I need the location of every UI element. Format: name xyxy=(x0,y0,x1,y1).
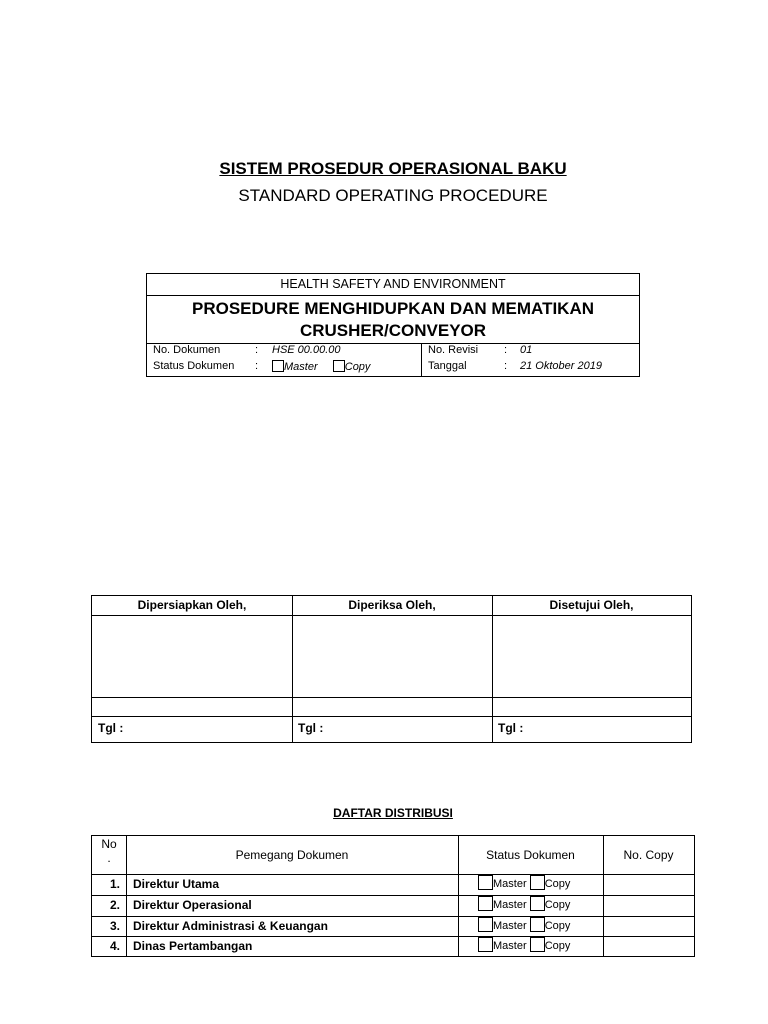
signature-table xyxy=(91,595,692,743)
procedure-title-line2: CRUSHER/CONVEYOR xyxy=(299,321,487,340)
no-revisi-value: 01 xyxy=(520,344,533,356)
master-label: Master xyxy=(493,899,527,911)
meta-divider xyxy=(421,344,422,376)
no-revisi-label: No. Revisi xyxy=(428,344,479,356)
table-row xyxy=(92,936,694,956)
no-header-line2: . xyxy=(107,851,111,865)
master-checkbox[interactable] xyxy=(478,917,493,932)
copy-checkbox[interactable] xyxy=(530,937,545,952)
procedure-title xyxy=(147,295,639,344)
copy-label: Copy xyxy=(544,878,571,890)
status-options xyxy=(272,360,370,373)
prepared-date-label: Tgl : xyxy=(98,721,124,735)
copy-no-column-header: No. Copy xyxy=(623,848,674,862)
holder-name: Direktur Operasional xyxy=(133,898,252,912)
master-checkbox[interactable] xyxy=(478,896,493,911)
table-row xyxy=(92,895,694,915)
sig-row-divider xyxy=(92,716,691,717)
row-status xyxy=(478,895,570,915)
copy-label: Copy xyxy=(544,899,571,911)
row-number: 3. xyxy=(109,919,120,933)
master-label: Master xyxy=(284,361,318,373)
copy-checkbox[interactable] xyxy=(530,875,545,890)
document-subtitle: STANDARD OPERATING PROCEDURE xyxy=(238,186,548,205)
copy-checkbox[interactable] xyxy=(530,896,545,911)
distribution-table xyxy=(91,835,695,957)
status-dokumen-colon: : xyxy=(255,360,259,372)
sig-col-divider xyxy=(292,596,293,742)
master-label: Master xyxy=(493,940,527,952)
row-status xyxy=(478,874,570,894)
tanggal-colon: : xyxy=(504,360,508,372)
row-status xyxy=(478,936,570,956)
holder-column-header: Pemegang Dokumen xyxy=(235,848,349,862)
no-revisi-colon: : xyxy=(504,344,508,356)
tanggal-label: Tanggal xyxy=(428,360,467,372)
master-label: Master xyxy=(493,920,527,932)
copy-checkbox[interactable] xyxy=(530,917,545,932)
no-dokumen-label: No. Dokumen xyxy=(153,344,221,356)
no-column-header xyxy=(92,837,126,865)
holder-name: Direktur Administrasi & Keuangan xyxy=(133,919,328,933)
distribution-title: DAFTAR DISTRIBUSI xyxy=(333,806,453,820)
holder-name: Dinas Pertambangan xyxy=(133,939,253,953)
approved-date-label: Tgl : xyxy=(498,721,524,735)
document-meta xyxy=(147,344,639,376)
master-checkbox[interactable] xyxy=(272,360,284,372)
prepared-by-header: Dipersiapkan Oleh, xyxy=(137,598,247,612)
copy-label: Copy xyxy=(544,940,571,952)
checked-by-header: Diperiksa Oleh, xyxy=(348,598,436,612)
copy-label: Copy xyxy=(544,920,571,932)
no-dokumen-value: HSE 00.00.00 xyxy=(272,344,341,356)
status-dokumen-label: Status Dokumen xyxy=(153,360,235,372)
row-status xyxy=(478,916,570,936)
master-checkbox[interactable] xyxy=(478,937,493,952)
copy-checkbox[interactable] xyxy=(333,360,345,372)
document-title: SISTEM PROSEDUR OPERASIONAL BAKU xyxy=(219,159,567,178)
procedure-header-box xyxy=(146,273,640,377)
approved-by-header: Disetujui Oleh, xyxy=(549,598,634,612)
row-number: 1. xyxy=(109,877,120,891)
holder-name: Direktur Utama xyxy=(133,877,220,891)
copy-label: Copy xyxy=(344,361,371,373)
status-column-header: Status Dokumen xyxy=(486,848,575,862)
department-label: HEALTH SAFETY AND ENVIRONMENT xyxy=(147,274,639,296)
row-number: 4. xyxy=(109,939,120,953)
table-row xyxy=(92,916,694,936)
sig-row-divider xyxy=(92,697,691,698)
sig-row-divider xyxy=(92,615,691,616)
row-number: 2. xyxy=(109,898,120,912)
no-header-line1: No xyxy=(101,837,117,851)
master-checkbox[interactable] xyxy=(478,875,493,890)
sig-col-divider xyxy=(492,596,493,742)
checked-date-label: Tgl : xyxy=(298,721,324,735)
table-row xyxy=(92,874,694,894)
no-dokumen-colon: : xyxy=(255,344,259,356)
master-label: Master xyxy=(493,878,527,890)
procedure-title-line1: PROSEDURE MENGHIDUPKAN DAN MEMATIKAN xyxy=(191,299,595,318)
tanggal-value: 21 Oktober 2019 xyxy=(520,360,602,372)
